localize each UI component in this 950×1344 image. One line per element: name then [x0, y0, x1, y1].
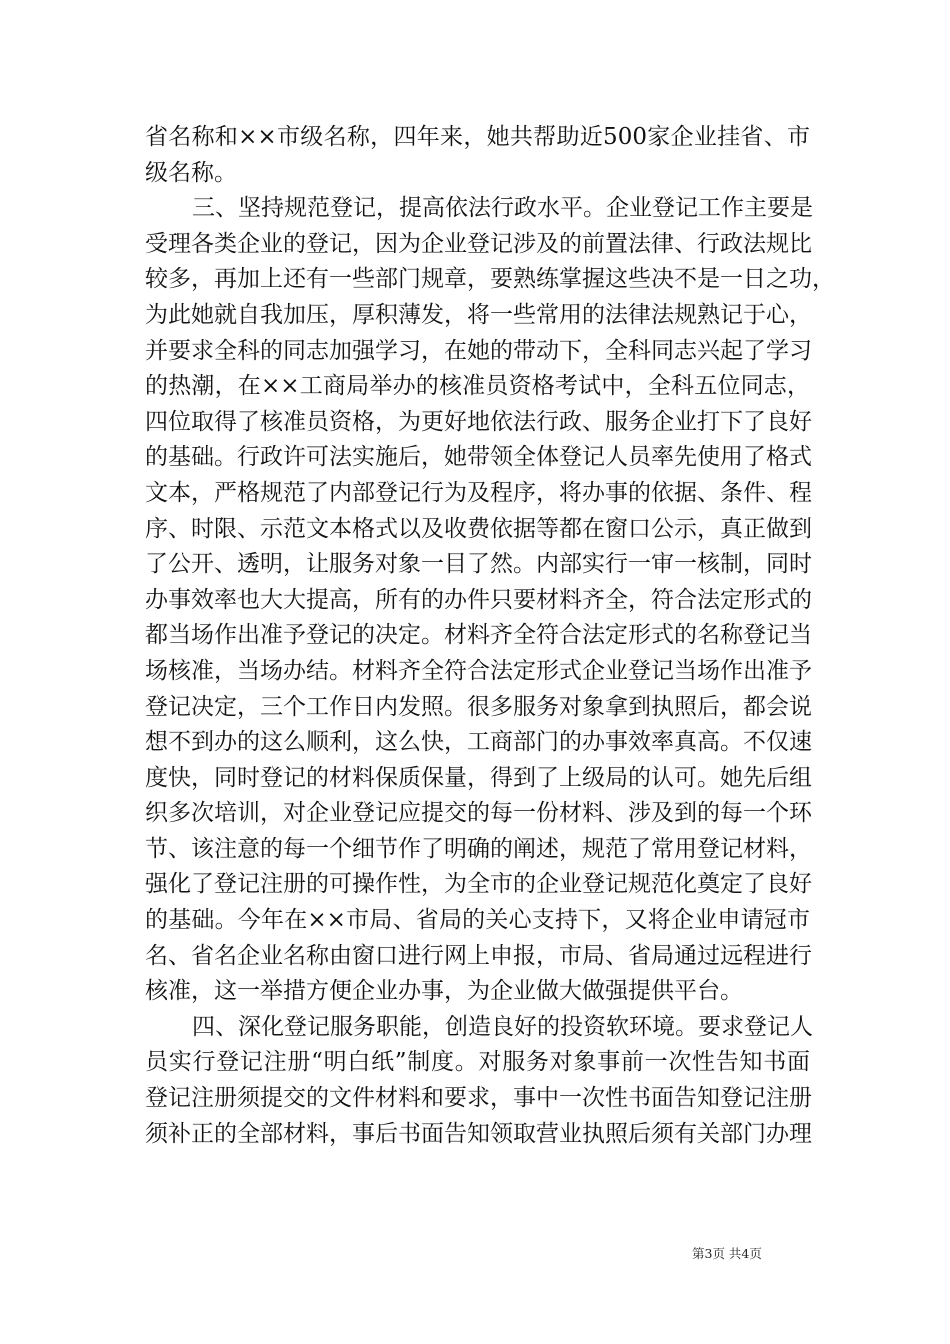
text-line: 核准，这一举措方便企业办事，为企业做大做强提供平台。 — [145, 978, 743, 1005]
section-heading-line: 三、坚持规范登记，提高依法行政水平。企业登记工作主要是 — [192, 195, 813, 222]
text-line: 并要求全科的同志加强学习，在她的带动下，全科同志兴起了学习 — [145, 337, 812, 364]
page-number: 第3页 共4页 — [692, 1246, 762, 1261]
text-line: 的基础。行政许可法实施后，她带领全体登记人员率先使用了格式 — [145, 444, 812, 471]
text-line: 的热潮，在××工商局举办的核准员资格考试中，全科五位同志， — [145, 373, 810, 400]
text-line: 都当场作出准予登记的决定。材料齐全符合法定形式的名称登记当 — [145, 622, 812, 649]
text-line: 场核准，当场办结。材料齐全符合法定形式企业登记当场作出准予 — [145, 657, 812, 684]
text-line: 为此她就自我加压，厚积薄发，将一些常用的法律法规熟记于心， — [145, 301, 812, 328]
text-line: 省名称和××市级名称，四年来，她共帮助近500家企业挂省、市 — [145, 124, 810, 150]
text-line: 登记决定，三个工作日内发照。很多服务对象拿到执照后，都会说 — [145, 693, 812, 720]
text-line: 须补正的全部材料，事后书面告知领取营业执照后须有关部门办理 — [145, 1120, 812, 1147]
text-line: 员实行登记注册“明白纸”制度。对服务对象事前一次性告知书面 — [145, 1049, 810, 1076]
text-line: 序、时限、示范文本格式以及收费依据等都在窗口公示，真正做到 — [145, 515, 812, 542]
text-line: 度快，同时登记的材料保质保量，得到了上级局的认可。她先后组 — [145, 764, 812, 791]
text-line: 受理各类企业的登记，因为企业登记涉及的前置法律、行政法规比 — [145, 230, 812, 257]
text-line: 想不到办的这么顺利，这么快，工商部门的办事效率真高。不仅速 — [145, 729, 812, 756]
text-line: 织多次培训，对企业登记应提交的每一份材料、涉及到的每一个环 — [145, 800, 812, 827]
text-line: 办事效率也大大提高，所有的办件只要材料齐全，符合法定形式的 — [145, 586, 812, 613]
document-body — [145, 120, 835, 1152]
text-line: 强化了登记注册的可操作性，为全市的企业登记规范化奠定了良好 — [145, 871, 812, 898]
text-line: 较多，再加上还有一些部门规章，要熟练掌握这些决不是一日之功， — [145, 266, 835, 293]
text-line: 名、省名企业名称由窗口进行网上申报，市局、省局通过远程进行 — [145, 942, 812, 969]
text-line: 的基础。今年在××市局、省局的关心支持下，又将企业申请冠市 — [145, 907, 810, 934]
section-heading-line: 四、深化登记服务职能，创造良好的投资软环境。要求登记人 — [192, 1013, 813, 1040]
text-line: 了公开、透明，让服务对象一目了然。内部实行一审一核制，同时 — [145, 551, 812, 578]
text-line: 级名称。 — [145, 159, 237, 186]
text-line: 文本，严格规范了内部登记行为及程序，将办事的依据、条件、程 — [145, 479, 812, 506]
text-line: 节、该注意的每一个细节作了明确的阐述，规范了常用登记材料， — [145, 835, 812, 862]
text-line: 登记注册须提交的文件材料和要求，事中一次性书面告知登记注册 — [145, 1085, 812, 1112]
text-line: 四位取得了核准员资格，为更好地依法行政、服务企业打下了良好 — [145, 408, 812, 435]
